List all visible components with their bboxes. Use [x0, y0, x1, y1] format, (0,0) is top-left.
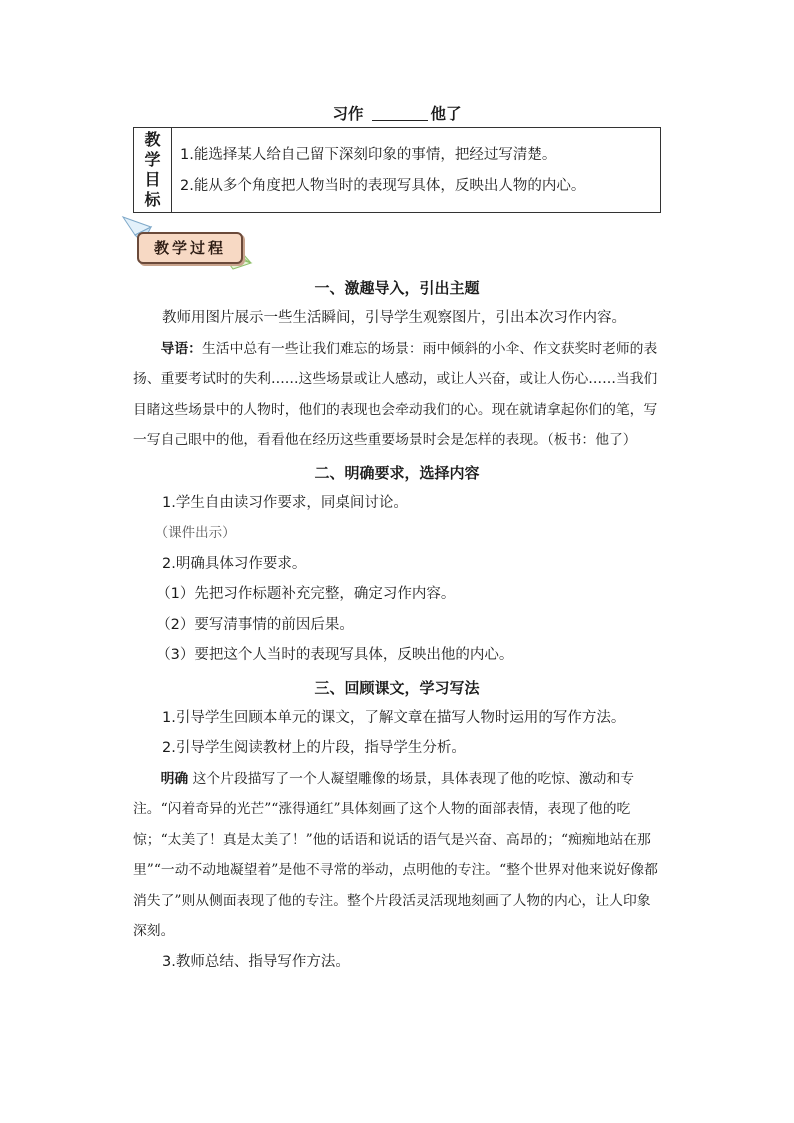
list-item: （2）要写清事情的前因后果。	[156, 616, 354, 633]
list-item: （课件出示）	[154, 525, 236, 541]
lesson-page	[133, 95, 661, 977]
list-item: 1.学生自由读习作要求，同桌间讨论。	[162, 494, 408, 511]
goals-header-char: 学	[144, 150, 161, 169]
title-suffix: 他了	[430, 105, 462, 123]
analysis-paragraph	[133, 764, 661, 947]
list-item: 3.教师总结、指导写作方法。	[162, 953, 350, 970]
banner-label: 教学过程	[137, 232, 243, 264]
lead-label: 明确	[160, 770, 189, 787]
intro-paragraph	[133, 334, 661, 456]
analysis-text: 这个片段描写了一个人凝望雕像的场景，具体表现了他的吃惊、激动和专注。“闪着奇异的光芒”“涨得通红”具体刻画了这个人物的面部表情，表现了他的吃惊；“太美了！真是太美了！”他的话语和说话的语气是兴奋、高昂的；“痴痴地站在那里”“一动不动地凝望着”是他不寻常的举动，点明他的专注。“整个世界对他来说好像都消失了”则从侧面表现了他的专注。整个片段活灵活现地刻画了人物的内心，让人印象深刻。	[133, 770, 658, 939]
teaching-process-banner	[121, 213, 661, 271]
list-item: 2.引导学生阅读教材上的片段，指导学生分析。	[162, 740, 466, 756]
title-prefix: 习作	[332, 105, 364, 123]
teaching-goals-table	[133, 127, 661, 213]
paragraph: 教师用图片展示一些生活瞬间，引导学生观察图片，引出本次习作内容。	[162, 310, 626, 326]
lead-label: 导语：	[160, 340, 202, 357]
intro-text: 生活中总有一些让我们难忘的场景：雨中倾斜的小伞、作文获奖时老师的表扬、重要考试时的失利……这些场景或让人感动，或让人兴奋，或让人伤心……当我们目睹这些场景中的人物时，他们的表现也会牵动我们的心。现在就请拿起你们的笔，写一写自己眼中的他，看看他在经历这些重要场景时会是怎样的表现。（板书：他了）	[133, 340, 658, 448]
goal-item: 2.能从多个角度把人物当时的表现写具体，反映出人物的内心。	[180, 178, 586, 194]
section-heading: 三、回顾课文，学习写法	[314, 678, 480, 697]
goals-header-char: 教	[144, 130, 161, 149]
goals-header-char: 标	[144, 190, 161, 209]
list-item: （3）要把这个人当时的表现写具体，反映出他的内心。	[156, 647, 514, 663]
goals-header	[134, 128, 172, 212]
goal-item: 1.能选择某人给自己留下深刻印象的事情，把经过写清楚。	[180, 147, 557, 163]
page-title	[133, 101, 661, 127]
goals-list	[172, 128, 660, 212]
list-item: （1）先把习作标题补充完整，确定习作内容。	[156, 586, 456, 602]
section-heading: 一、激趣导入，引出主题	[314, 279, 480, 297]
list-item: 1.引导学生回顾本单元的课文，了解文章在描写人物时运用的写作方法。	[162, 709, 626, 726]
section-heading: 二、明确要求，选择内容	[314, 463, 480, 482]
list-item: 2.明确具体习作要求。	[162, 555, 307, 572]
goals-header-char: 目	[144, 170, 161, 189]
title-blank	[372, 106, 428, 121]
